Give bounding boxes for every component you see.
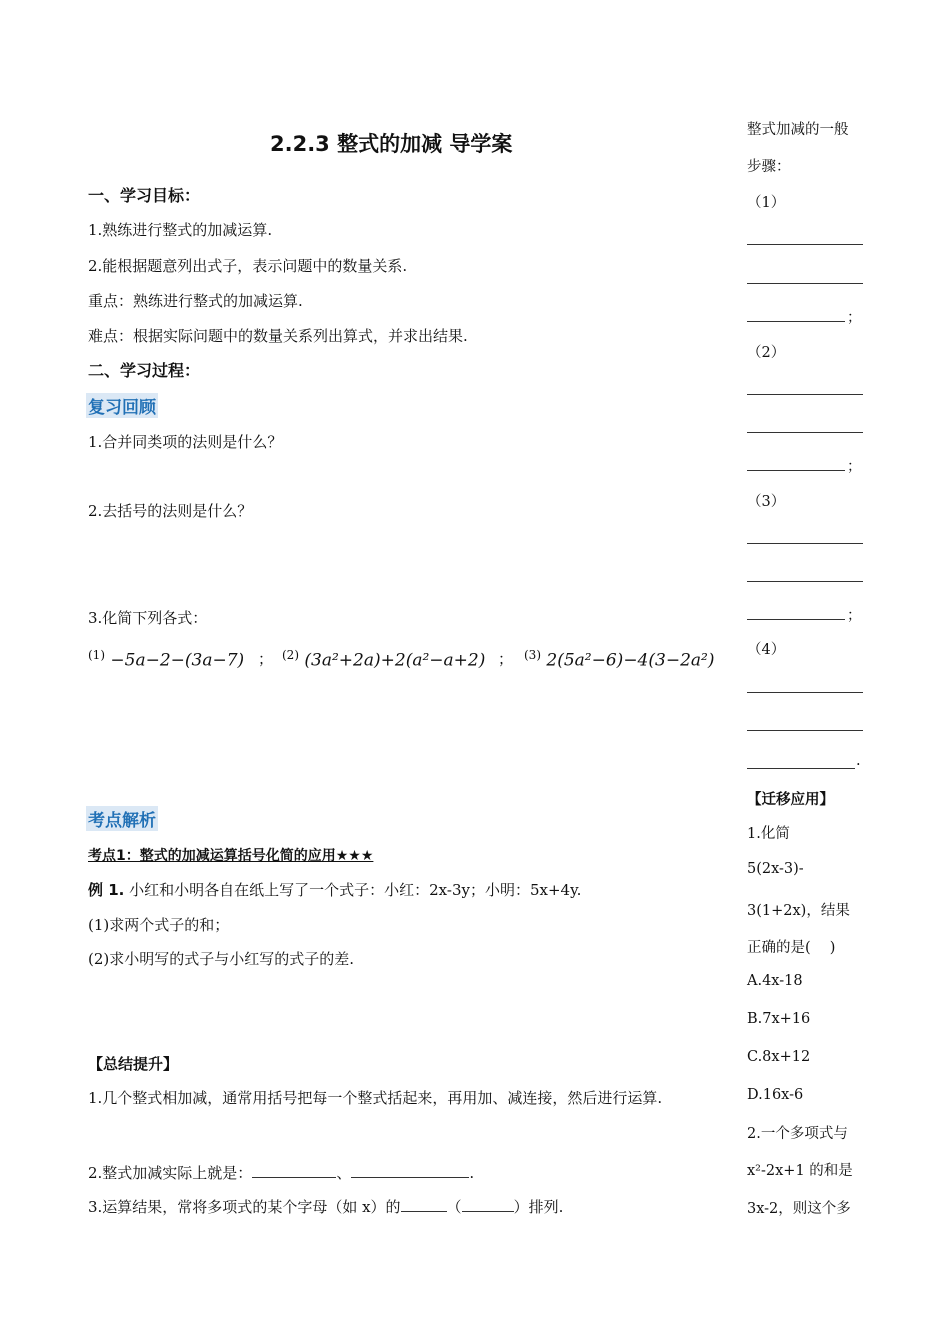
review-label: 复习回顾 xyxy=(86,393,158,418)
answer-blank[interactable] xyxy=(252,1177,336,1178)
answer-blank[interactable] xyxy=(462,1211,514,1212)
expression-3 xyxy=(524,648,714,671)
expression-1 xyxy=(88,648,244,671)
section-heading-goals: 一、学习目标： xyxy=(88,186,201,205)
example-question: (1)求两个式子的和； xyxy=(88,916,230,934)
transfer-question-line: 3x-2，则这个多 xyxy=(747,1201,851,1217)
expression-3-text: 2(5a²−6)−4(3−2a²) xyxy=(546,650,715,671)
summary-item-2 xyxy=(88,1162,474,1183)
review-question: 2.去括号的法则是什么？ xyxy=(88,502,253,520)
semicolon: ； xyxy=(847,459,862,475)
transfer-question-line: 3(1+2x)，结果 xyxy=(747,903,850,919)
page-title: 2.2.3 整式的加减 导学案 xyxy=(270,132,513,156)
period: . xyxy=(856,753,861,769)
sidebar-intro: 步骤： xyxy=(747,159,791,175)
transfer-question-line: 正确的是( ) xyxy=(747,940,836,956)
summary-label: 【总结提升】 xyxy=(88,1055,179,1073)
answer-line[interactable] xyxy=(747,283,863,284)
summary-item-2-text: 2.整式加减实际上就是： xyxy=(88,1164,253,1182)
summary-item-3-text: 3.运算结果，常将多项式的某个字母（如 x）的 xyxy=(88,1198,401,1216)
key-point-1: 考点1：整式的加减运算括号化简的应用★★★ xyxy=(88,848,374,864)
paren-close-text: ）排列. xyxy=(513,1198,564,1216)
separator: 、 xyxy=(336,1164,352,1182)
transfer-question-line: x²-2x+1 的和是 xyxy=(747,1163,853,1179)
answer-blank[interactable] xyxy=(351,1177,469,1178)
semicolon: ； xyxy=(847,310,862,326)
key-point: 重点：熟练进行整式的加减运算. xyxy=(88,292,303,310)
expression-1-number: (1) xyxy=(88,648,105,662)
answer-line[interactable] xyxy=(747,543,863,544)
option-a[interactable]: A.4x-18 xyxy=(747,973,803,989)
goal-item: 2.能根据题意列出式子，表示问题中的数量关系. xyxy=(88,257,408,275)
section-heading-process: 二、学习过程： xyxy=(88,361,201,380)
review-question: 3.化简下列各式： xyxy=(88,609,208,627)
expression-2 xyxy=(282,648,485,671)
paren-open: （ xyxy=(446,1198,462,1216)
expression-3-number: (3) xyxy=(524,648,541,662)
answer-line[interactable] xyxy=(747,321,845,322)
transfer-question-line: 2.一个多项式与 xyxy=(747,1126,848,1142)
expression-1-text: −5a−2−(3a−7) xyxy=(110,650,245,671)
transfer-question-line: 1.化简 xyxy=(747,826,790,842)
review-question: 1.合并同类项的法则是什么？ xyxy=(88,433,283,451)
expression-2-number: (2) xyxy=(282,648,299,662)
option-d[interactable]: D.16x-6 xyxy=(747,1087,804,1103)
period: . xyxy=(469,1164,475,1182)
answer-line[interactable] xyxy=(747,244,863,245)
summary-item-3 xyxy=(88,1196,563,1217)
answer-line[interactable] xyxy=(747,692,863,693)
answer-line[interactable] xyxy=(747,581,863,582)
analysis-label: 考点解析 xyxy=(86,806,158,831)
answer-line[interactable] xyxy=(747,394,863,395)
step-number: （2） xyxy=(747,345,786,361)
answer-line[interactable] xyxy=(747,768,855,769)
example-1 xyxy=(88,879,581,900)
answer-line[interactable] xyxy=(747,730,863,731)
summary-item: 1.几个整式相加减，通常用括号把每一个整式括起来，再用加、减连接，然后进行运算. xyxy=(88,1089,663,1107)
separator: ； xyxy=(258,650,274,668)
goal-item: 1.熟练进行整式的加减运算. xyxy=(88,221,273,239)
transfer-label: 【迁移应用】 xyxy=(747,792,834,808)
semicolon: ； xyxy=(847,608,862,624)
example-label: 例 1. xyxy=(88,881,125,899)
step-number: （3） xyxy=(747,494,786,510)
answer-line[interactable] xyxy=(747,432,863,433)
option-c[interactable]: C.8x+12 xyxy=(747,1049,811,1065)
answer-line[interactable] xyxy=(747,470,845,471)
transfer-question-line: 5(2x-3)- xyxy=(747,861,804,877)
expression-2-text: (3a²+2a)+2(a²−a+2) xyxy=(304,650,486,671)
answer-line[interactable] xyxy=(747,619,845,620)
step-number: （1） xyxy=(747,195,786,211)
separator: ； xyxy=(498,650,514,668)
difficult-point: 难点：根据实际问题中的数量关系列出算式，并求出结果. xyxy=(88,327,468,345)
example-text: 小红和小明各自在纸上写了一个式子：小红：2x-3y；小明：5x+4y. xyxy=(129,881,582,899)
answer-blank[interactable] xyxy=(401,1211,447,1212)
option-b[interactable]: B.7x+16 xyxy=(747,1011,811,1027)
sidebar-intro: 整式加减的一般 xyxy=(747,122,849,138)
example-question: (2)求小明写的式子与小红写的式子的差. xyxy=(88,950,355,968)
step-number: （4） xyxy=(747,642,786,658)
